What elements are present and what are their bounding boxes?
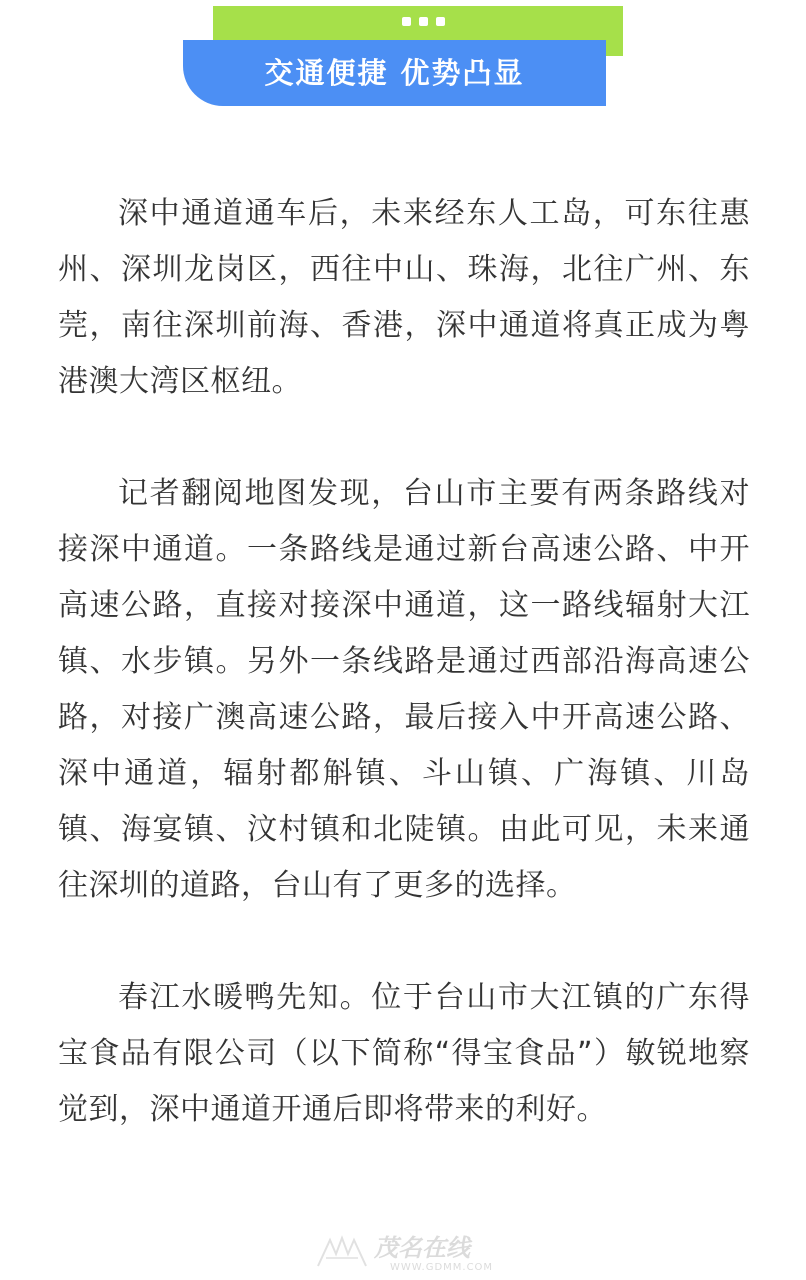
header-dot (419, 17, 428, 26)
watermark-url: WWW.GDMM.COM (390, 1262, 494, 1273)
article-paragraph: 深中通道通车后，未来经东人工岛，可东往惠州、深圳龙岗区，西往中山、珠海，北往广州、东莞，南往深圳前海、香港，深中通道将真正成为粤港澳大湾区枢纽。 (58, 196, 750, 399)
watermark-brand: 茂名在线 (374, 1234, 470, 1262)
section-header-banner (0, 0, 806, 120)
section-title: 交通便捷 优势凸显 (264, 56, 525, 90)
watermark-logo-icon (312, 1232, 372, 1272)
article-body (58, 186, 750, 1138)
article-paragraph: 记者翻阅地图发现，台山市主要有两条路线对接深中通道。一条路线是通过新台高速公路、中开高速公路，直接对接深中通道，这一路线辐射大江镇、水步镇。另外一条线路是通过西部沿海高速公路，对接广澳高速公路，最后接入中开高速公路、深中通道，辐射都斛镇、斗山镇、广海镇、川岛镇、海宴镇、汶村镇和北陡镇。由此可见，未来通往深圳的道路，台山有了更多的选择。 (58, 476, 750, 903)
watermark (312, 1232, 512, 1276)
header-dot (402, 17, 411, 26)
article-paragraph: 春江水暖鸭先知。位于台山市大江镇的广东得宝食品有限公司（以下简称“得宝食品”）敏锐地察觉到，深中通道开通后即将带来的利好。 (58, 980, 750, 1127)
header-dots-decoration (402, 17, 448, 29)
header-dot (436, 17, 445, 26)
